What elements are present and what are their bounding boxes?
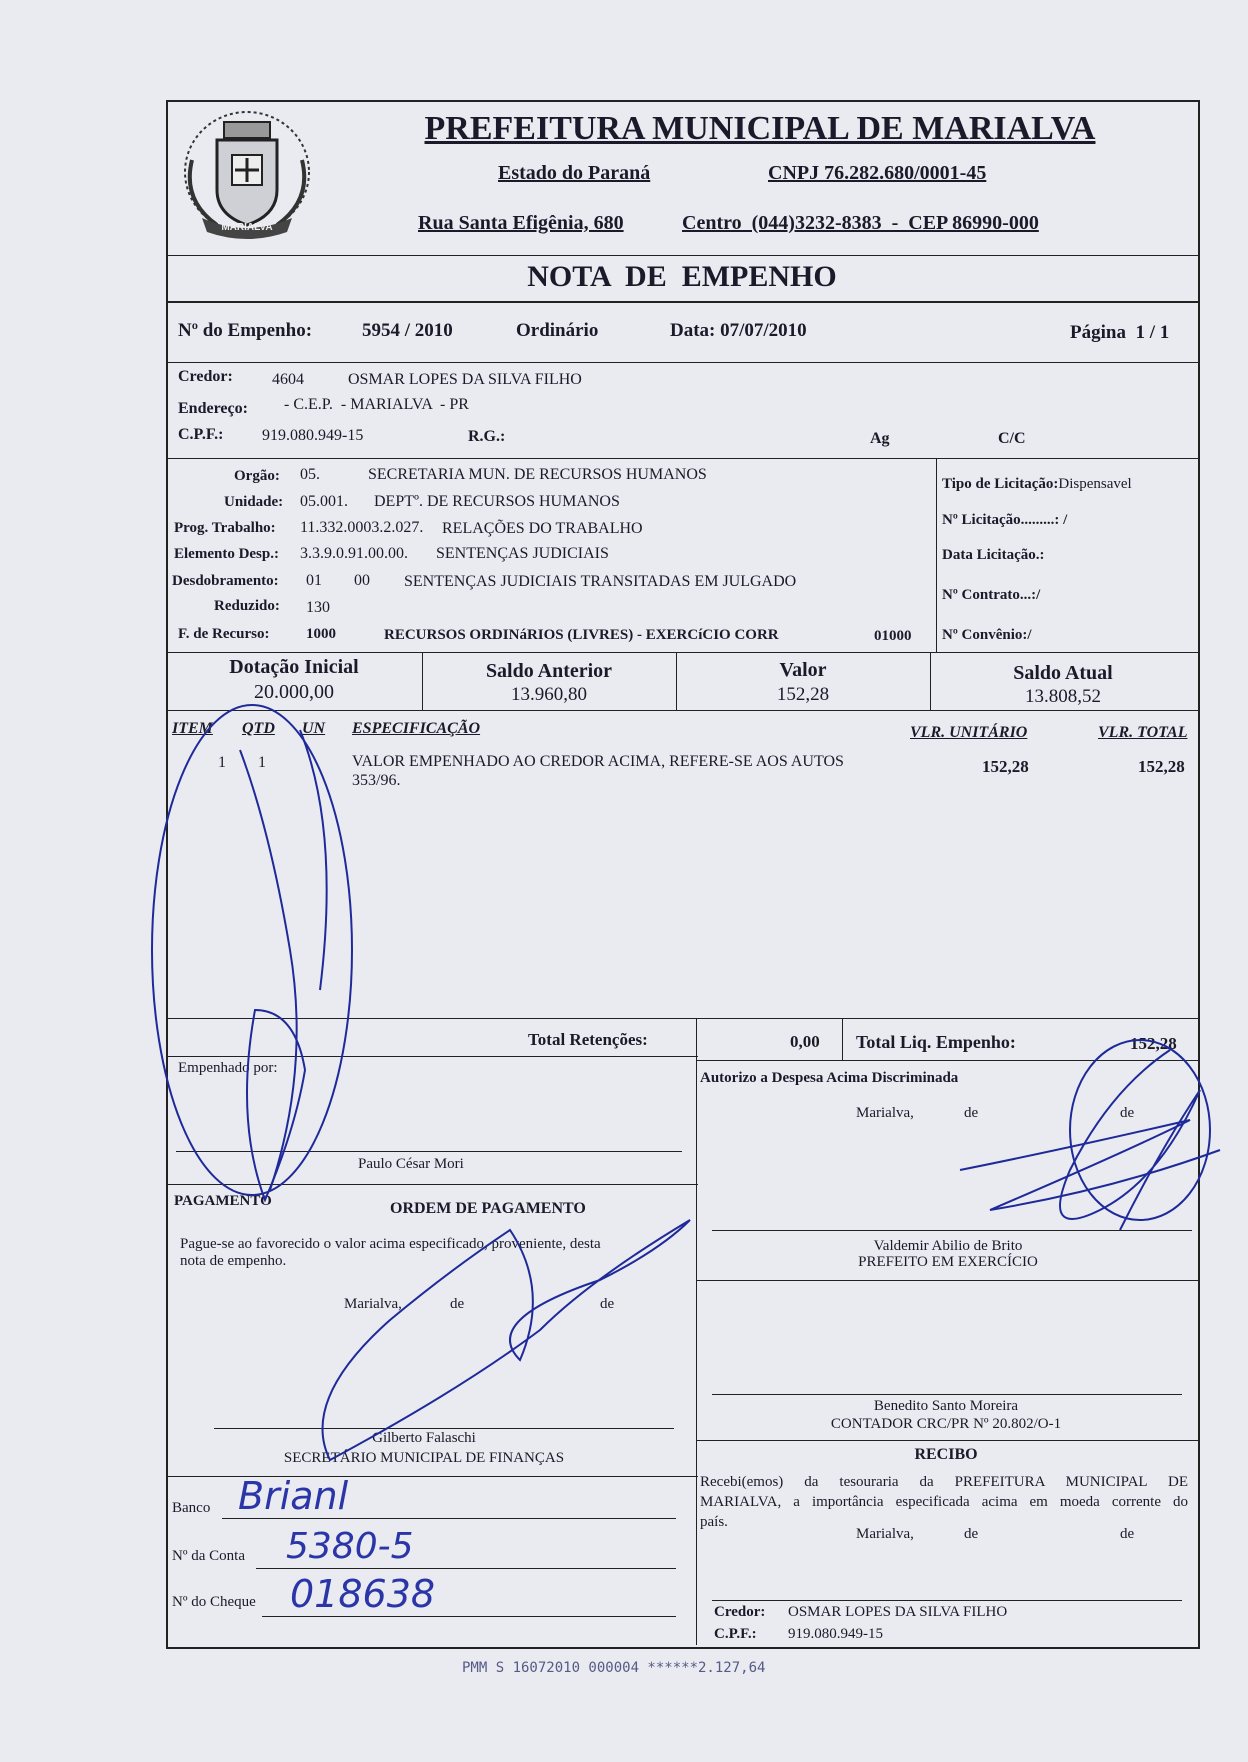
footer-stamp: PMM S 16072010 000004 ******2.127,64 bbox=[462, 1660, 766, 1676]
empenho-number-label: Nº do Empenho: bbox=[178, 320, 313, 341]
licitacao-number: Nº Licitação.........: / bbox=[942, 512, 1068, 528]
pagamento-label: PAGAMENTO bbox=[174, 1193, 272, 1209]
desdobramento-code2: 00 bbox=[354, 572, 370, 589]
fonte-label: F. de Recurso: bbox=[178, 626, 270, 642]
recibo-text-line3: país. bbox=[700, 1514, 728, 1530]
pagamento-text-line1: Pague-se ao favorecido o valor acima especificado, proveniente, desta bbox=[180, 1236, 601, 1252]
address-rest: Centro (044)3232-8383 - CEP 86990-000 bbox=[682, 212, 1039, 234]
contador-name: Benedito Santo Moreira bbox=[873, 1398, 1019, 1414]
recibo-de1: de bbox=[964, 1526, 979, 1542]
recibo-de2: de bbox=[1120, 1526, 1135, 1542]
pagamento-de2: de bbox=[600, 1296, 615, 1312]
dotacao-inicial-value: 20.000,00 bbox=[254, 681, 334, 703]
prog-name: RELAÇÕES DO TRABALHO bbox=[442, 520, 643, 537]
orgao-code: 05. bbox=[300, 466, 320, 483]
dotacao-inicial-label: Dotação Inicial bbox=[229, 656, 359, 678]
empenho-type: Ordinário bbox=[516, 320, 599, 341]
unidade-label: Unidade: bbox=[224, 494, 284, 510]
conta-label: Nº da Conta bbox=[172, 1548, 245, 1564]
state-label: Estado do Paraná bbox=[498, 162, 651, 184]
col-item: ITEM bbox=[172, 720, 213, 737]
orgao-label: Orgão: bbox=[234, 468, 280, 484]
fonte-code: 1000 bbox=[306, 626, 336, 642]
conta-handwritten: 5380-5 bbox=[286, 1526, 414, 1567]
saldo-anterior-label: Saldo Anterior bbox=[485, 660, 613, 682]
document-title: NOTA DE EMPENHO bbox=[527, 260, 837, 293]
ag-label: Ag bbox=[870, 430, 890, 447]
reduzido-label: Reduzido: bbox=[214, 598, 280, 614]
licitacao-date: Data Licitação.: bbox=[942, 547, 1045, 563]
col-un: UN bbox=[302, 720, 326, 737]
recibo-text-line2: MARIALVA, a importância especificada acima em moeda corrente do bbox=[700, 1494, 1188, 1510]
empenho-date: Data: 07/07/2010 bbox=[670, 320, 807, 341]
item-qtd: 1 bbox=[258, 754, 266, 771]
credor-label: Credor: bbox=[178, 368, 233, 385]
secretario-role: SECRETÁRIO MUNICIPAL DE FINANÇAS bbox=[283, 1450, 565, 1466]
total-retencoes-label: Total Retenções: bbox=[528, 1030, 648, 1049]
recibo-credor-name: OSMAR LOPES DA SILVA FILHO bbox=[788, 1604, 1008, 1620]
municipality-title: PREFEITURA MUNICIPAL DE MARIALVA bbox=[424, 110, 1096, 147]
recibo-place: Marialva, bbox=[856, 1526, 914, 1542]
elemento-label: Elemento Desp.: bbox=[174, 546, 279, 562]
endereco-label: Endereço: bbox=[178, 400, 248, 417]
empenhado-por-name: Paulo César Mori bbox=[358, 1156, 464, 1172]
valor-value: 152,28 bbox=[776, 684, 830, 705]
desdobramento-label: Desdobramento: bbox=[172, 573, 279, 589]
pagamento-text-line2: nota de empenho. bbox=[180, 1253, 287, 1269]
autorizo-place: Marialva, bbox=[856, 1105, 914, 1121]
desdobramento-name: SENTENÇAS JUDICIAIS TRANSITADAS EM JULGADO bbox=[404, 573, 797, 590]
credor-code: 4604 bbox=[272, 371, 304, 388]
reduzido-code: 130 bbox=[306, 599, 330, 616]
credor-name: OSMAR LOPES DA SILVA FILHO bbox=[348, 371, 582, 388]
saldo-atual-label: Saldo Atual bbox=[1013, 662, 1113, 684]
total-liquido-label: Total Liq. Empenho: bbox=[856, 1032, 1016, 1052]
autorizo-de2: de bbox=[1120, 1105, 1135, 1121]
convenio-number: Nº Convênio:/ bbox=[942, 627, 1032, 643]
autorizo-de1: de bbox=[964, 1105, 979, 1121]
prog-label: Prog. Trabalho: bbox=[174, 520, 276, 536]
svg-text:MARIALVA: MARIALVA bbox=[221, 222, 273, 233]
autorizo-title: Autorizo a Despesa Acima Discriminada bbox=[700, 1070, 959, 1086]
recibo-text-line1: Recebi(emos) da tesouraria da PREFEITURA MUNICIPAL DE bbox=[700, 1474, 1188, 1490]
secretario-name: Gilberto Falaschi bbox=[372, 1430, 476, 1446]
col-vlr-unitario: VLR. UNITÁRIO bbox=[910, 724, 1028, 741]
unidade-name: DEPTº. DE RECURSOS HUMANOS bbox=[374, 493, 620, 510]
banco-label: Banco bbox=[172, 1500, 211, 1516]
elemento-code: 3.3.9.0.91.00.00. bbox=[300, 545, 408, 562]
banco-handwritten: Brianl bbox=[238, 1474, 349, 1518]
item-spec-line2: 353/96. bbox=[352, 772, 401, 789]
empenho-number: 5954 / 2010 bbox=[362, 320, 453, 341]
licitacao-tipo-label: Tipo de Licitação: bbox=[942, 476, 1059, 492]
pagamento-place: Marialva, bbox=[344, 1296, 402, 1312]
contador-role: CONTADOR CRC/PR Nº 20.802/O-1 bbox=[830, 1416, 1062, 1432]
unidade-code: 05.001. bbox=[300, 493, 348, 510]
contrato-number: Nº Contrato...:/ bbox=[942, 587, 1041, 603]
prefeito-role: PREFEITO EM EXERCÍCIO bbox=[858, 1254, 1038, 1270]
page-number: Página 1 / 1 bbox=[1070, 322, 1170, 343]
prefeito-name: Valdemir Abilio de Brito bbox=[873, 1238, 1023, 1254]
fonte-number: 01000 bbox=[874, 628, 912, 644]
endereco-value: - C.E.P. - MARIALVA - PR bbox=[284, 396, 469, 413]
prog-code: 11.332.0003.2.027. bbox=[300, 519, 424, 536]
col-especificacao: ESPECIFICAÇÃO bbox=[352, 720, 481, 737]
cpf-value: 919.080.949-15 bbox=[262, 427, 364, 444]
recibo-cpf-label: C.P.F.: bbox=[714, 1626, 757, 1642]
col-qtd: QTD bbox=[242, 720, 275, 737]
saldo-anterior-value: 13.960,80 bbox=[511, 684, 587, 705]
pagamento-de1: de bbox=[450, 1296, 465, 1312]
item-spec-line1: VALOR EMPENHADO AO CREDOR ACIMA, REFERE-SE AOS AUTOS bbox=[352, 753, 844, 770]
licitacao-tipo-value: Dispensavel bbox=[1058, 476, 1132, 492]
cc-label: C/C bbox=[998, 430, 1026, 447]
empenhado-por-label: Empenhado por: bbox=[178, 1060, 278, 1076]
cheque-handwritten: 018638 bbox=[290, 1572, 436, 1616]
orgao-name: SECRETARIA MUN. DE RECURSOS HUMANOS bbox=[368, 466, 707, 483]
elemento-name: SENTENÇAS JUDICIAIS bbox=[436, 545, 609, 562]
cheque-label: Nº do Cheque bbox=[172, 1594, 256, 1610]
fonte-name: RECURSOS ORDINáRIOS (LIVRES) - EXERCíCIO CORR bbox=[384, 627, 779, 643]
desdobramento-code1: 01 bbox=[306, 572, 322, 589]
ordem-pagamento-label: ORDEM DE PAGAMENTO bbox=[390, 1200, 586, 1217]
recibo-credor-label: Credor: bbox=[714, 1604, 766, 1620]
total-liquido-value: 152,28 bbox=[1130, 1034, 1177, 1053]
street-address: Rua Santa Efigênia, 680 bbox=[418, 212, 624, 234]
recibo-cpf-value: 919.080.949-15 bbox=[788, 1626, 883, 1642]
cpf-label: C.P.F.: bbox=[178, 426, 224, 443]
cnpj-label: CNPJ 76.282.680/0001-45 bbox=[768, 162, 987, 184]
total-retencoes-value: 0,00 bbox=[790, 1032, 820, 1051]
recibo-title: RECIBO bbox=[914, 1446, 978, 1463]
item-vlr-total: 152,28 bbox=[1138, 757, 1185, 776]
item-number: 1 bbox=[218, 754, 226, 771]
item-vlr-unitario: 152,28 bbox=[982, 757, 1029, 776]
col-vlr-total: VLR. TOTAL bbox=[1098, 724, 1188, 741]
valor-label: Valor bbox=[779, 659, 827, 681]
saldo-atual-value: 13.808,52 bbox=[1025, 686, 1101, 707]
rg-label: R.G.: bbox=[468, 428, 506, 445]
